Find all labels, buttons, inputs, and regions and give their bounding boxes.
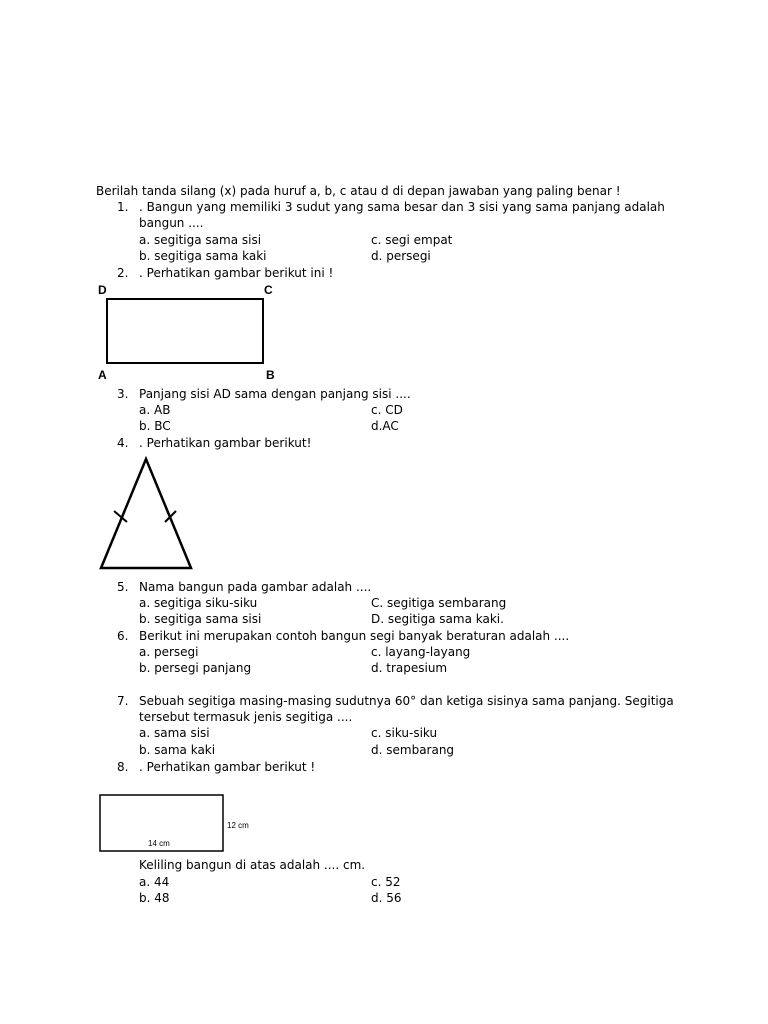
- q3-number: 3.: [117, 387, 129, 401]
- q8-text: . Perhatikan gambar berikut !: [139, 760, 316, 774]
- q3-option-d: d.AC: [371, 419, 399, 433]
- q6-option-c: c. layang-layang: [371, 645, 471, 659]
- q7-option-a: a. sama sisi: [139, 726, 210, 740]
- q7-text-line2: tersebut termasuk jenis segitiga ....: [139, 710, 353, 724]
- q5-option-a: a. segitiga siku-siku: [139, 596, 258, 610]
- rectangle-label-a: A: [98, 368, 107, 382]
- q3-option-b: b. BC: [139, 419, 171, 433]
- q4-number: 4.: [117, 436, 129, 450]
- rectangle-abcd-figure: [100, 295, 272, 370]
- rectangle-label-d: D: [98, 283, 107, 297]
- q8-question: Keliling bangun di atas adalah .... cm.: [139, 858, 366, 872]
- q7-option-b: b. sama kaki: [139, 743, 216, 757]
- isosceles-triangle-figure: [96, 455, 196, 573]
- rectangle-height-label: 12 cm: [227, 821, 249, 830]
- q8-option-c: c. 52: [371, 875, 401, 889]
- q4-text: . Perhatikan gambar berikut!: [139, 436, 312, 450]
- q7-option-d: d. sembarang: [371, 743, 455, 757]
- q6-option-b: b. persegi panjang: [139, 661, 252, 675]
- q1-text-line1: . Bangun yang memiliki 3 sudut yang sama besar dan 3 sisi yang sama panjang adalah: [139, 200, 665, 214]
- q8-option-a: a. 44: [139, 875, 170, 889]
- q5-text: Nama bangun pada gambar adalah ....: [139, 580, 372, 594]
- q6-number: 6.: [117, 629, 129, 643]
- q6-text: Berikut ini merupakan contoh bangun segi banyak beraturan adalah ....: [139, 629, 570, 643]
- q7-option-c: c. siku-siku: [371, 726, 438, 740]
- q8-option-d: d. 56: [371, 891, 402, 905]
- q1-option-b: b. segitiga sama kaki: [139, 249, 267, 263]
- q3-text: Panjang sisi AD sama dengan panjang sisi ....: [139, 387, 411, 401]
- rectangle-label-c: C: [264, 283, 273, 297]
- q5-option-b: b. segitiga sama sisi: [139, 612, 262, 626]
- q1-text-line2: bangun ....: [139, 216, 204, 230]
- q1-option-d: d. persegi: [371, 249, 431, 263]
- q6-option-a: a. persegi: [139, 645, 199, 659]
- q2-number: 2.: [117, 266, 129, 280]
- q6-option-d: d. trapesium: [371, 661, 448, 675]
- q5-number: 5.: [117, 580, 129, 594]
- q5-option-d: D. segitiga sama kaki.: [371, 612, 504, 626]
- q7-text-line1: Sebuah segitiga masing-masing sudutnya 60° dan ketiga sisinya sama panjang. Segitiga: [139, 694, 674, 708]
- q1-number: 1.: [117, 200, 129, 214]
- q7-number: 7.: [117, 694, 129, 708]
- rectangle-label-b: B: [266, 368, 275, 382]
- q1-option-a: a. segitiga sama sisi: [139, 233, 262, 247]
- q8-number: 8.: [117, 760, 129, 774]
- q1-option-c: c. segi empat: [371, 233, 453, 247]
- q5-option-c: C. segitiga sembarang: [371, 596, 507, 610]
- q2-text: . Perhatikan gambar berikut ini !: [139, 266, 334, 280]
- instruction-text: Berilah tanda silang (x) pada huruf a, b, c atau d di depan jawaban yang paling benar !: [96, 184, 621, 198]
- rectangle-width-label: 14 cm: [148, 839, 170, 848]
- q8-option-b: b. 48: [139, 891, 170, 905]
- q3-option-c: c. CD: [371, 403, 403, 417]
- q3-option-a: a. AB: [139, 403, 171, 417]
